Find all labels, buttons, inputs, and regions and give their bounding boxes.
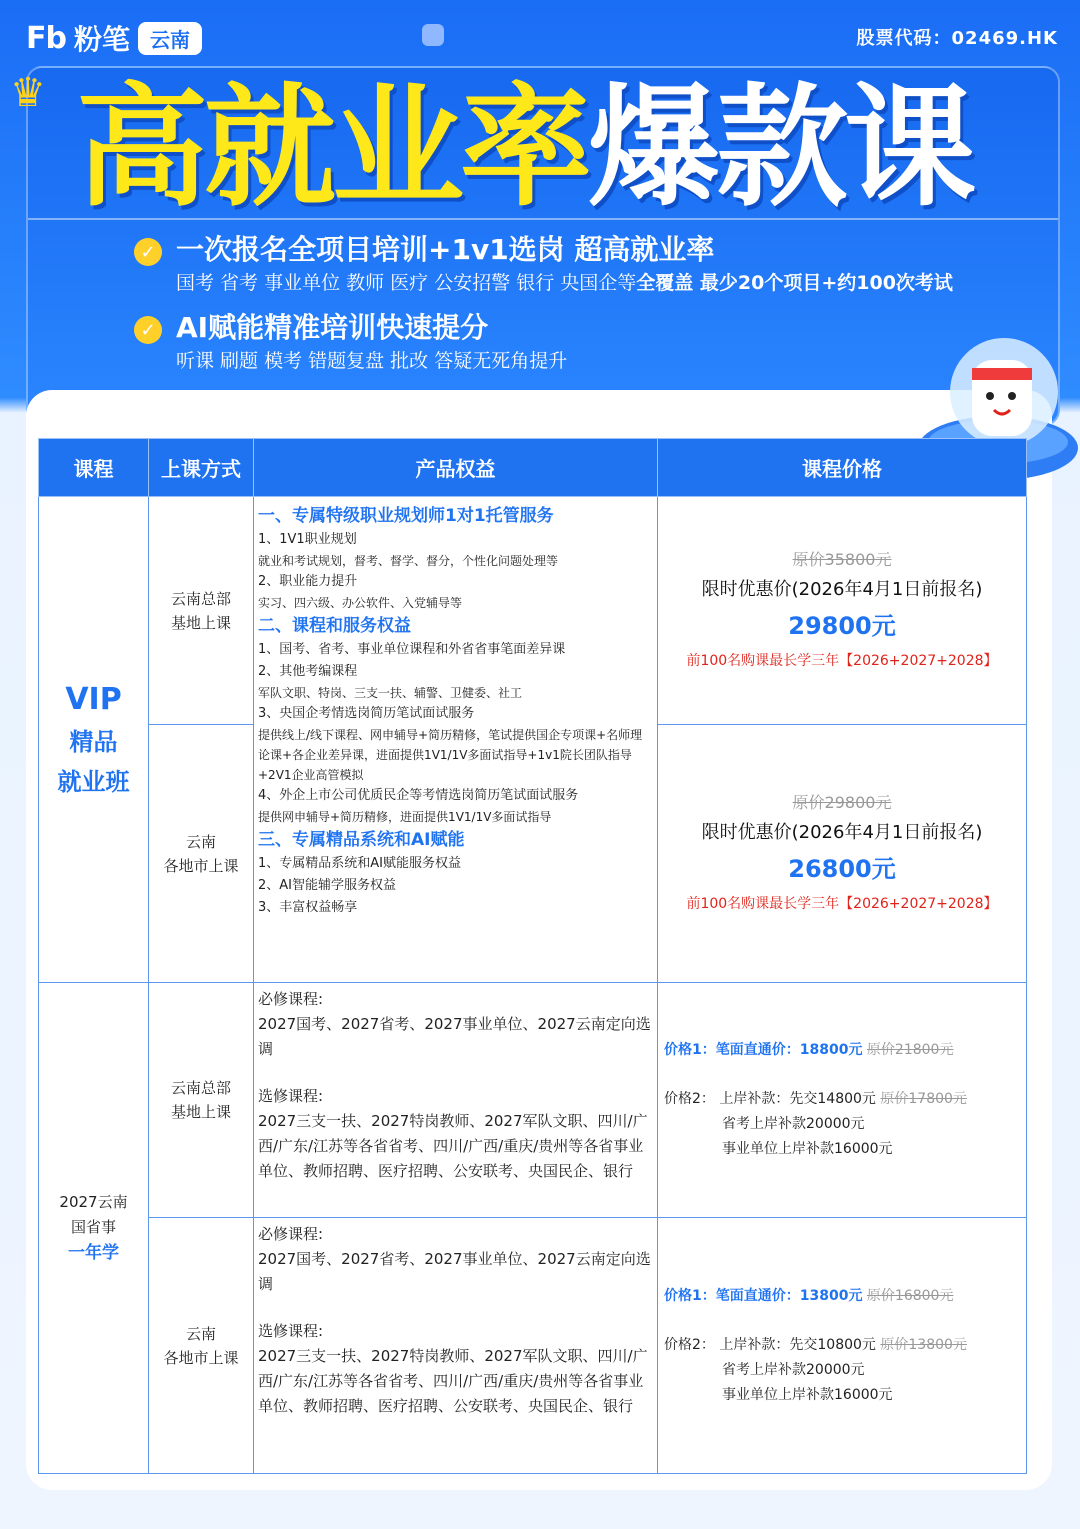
table-row: [39, 497, 1027, 725]
course-table: [38, 438, 1027, 1474]
check-icon: ✓: [134, 316, 162, 344]
benefits-list: 一、专属特级职业规划师1对1托管服务 1、1V1职业规划 就业和考试规划，督考、督学、督分，个性化问题处理等 2、职业能力提升 实习、四六级、办公软件、入党辅导等 二、课程和服务权益 1、国考、省考、事业单位课程和外省省事笔面差异课 2、其他考编课程 军队文职、特岗、三支一扶、辅警、卫健委、社工 3、央国企考情选岗简历笔试面试服务 提供线上/线下课程、网申辅导+简历精修，笔试提供国企专项课+名师理论课+各企业差异课，进面提供1V1/1V多面试指导+1v1院长团队指导+2V1企业高管模拟 4、外企上市公司优质民企等考情选岗简历笔试面试服务 提供网申辅导+简历精修，进面提供1V1/1V多面试指导 三、专属精品系统和AI赋能 1、专属精品系统和AI赋能服务权益 2、AI智能辅学服务权益 3、丰富权益畅享: [254, 497, 658, 983]
logo-mark: Fb: [26, 20, 66, 56]
course-vip: VIP 精品 就业班: [39, 497, 149, 983]
course-year: 2027云南 国省事 一年学: [39, 983, 149, 1474]
title-yellow: 高就业率: [76, 71, 588, 225]
hero-title: [76, 71, 972, 225]
logo-text: 粉笔: [73, 23, 130, 56]
feature-2-main: AI赋能精准培训快速提分: [176, 311, 489, 344]
table-header-row: [39, 439, 1027, 497]
mode-local: 云南 各地市上课: [149, 1218, 254, 1474]
crown-icon: ♛: [10, 70, 46, 116]
mode-local: 云南 各地市上课: [149, 725, 254, 983]
mode-hq: 云南总部 基地上课: [149, 983, 254, 1218]
price-year-hq: 价格1：笔面直通价：18800元 原价21800元 价格2： 上岸补款：先交14800元 原价17800元 省考上岸补款20000元 事业单位上岸补款16000元: [658, 983, 1027, 1218]
table-row: [39, 1218, 1027, 1474]
top-bar: [0, 0, 1080, 66]
check-icon: ✓: [134, 238, 162, 266]
table-row: [39, 983, 1027, 1218]
stock-code: 股票代码：02469.HK: [856, 28, 1058, 49]
price-vip-local: 原价29800元 限时优惠价(2026年4月1日前报名) 26800元 前100名购课最长学三年【2026+2027+2028】: [658, 725, 1027, 983]
feature-1-sub: 国考 省考 事业单位 教师 医疗 公安招警 银行 央国企等全覆盖 最少20个项目+约100次考试: [176, 272, 953, 294]
region-badge: 云南: [138, 22, 202, 55]
course-requirements: 必修课程: 2027国考、2027省考、2027事业单位、2027云南定向选调 选修课程: 2027三支一扶、2027特岗教师、2027军队文职、四川/广西/广东/江苏等各省省考、四川/广西/重庆/贵州等各省事业单位、教师招聘、医疗招聘、公安联考、央国民企、银行: [254, 983, 658, 1218]
title-white: 爆款课: [588, 71, 972, 225]
mode-hq: 云南总部 基地上课: [149, 497, 254, 725]
course-requirements: 必修课程: 2027国考、2027省考、2027事业单位、2027云南定向选调 选修课程: 2027三支一扶、2027特岗教师、2027军队文职、四川/广西/广东/江苏等各省省考、四川/广西/重庆/贵州等各省事业单位、教师招聘、医疗招聘、公安联考、央国民企、银行: [254, 1218, 658, 1474]
price-vip-hq: 原价35800元 限时优惠价(2026年4月1日前报名) 29800元 前100名购课最长学三年【2026+2027+2028】: [658, 497, 1027, 725]
header-price: 课程价格: [658, 439, 1027, 497]
header-mode: 上课方式: [149, 439, 254, 497]
feature-1-main: 一次报名全项目培训+1v1选岗 超高就业率: [176, 233, 715, 266]
feature-1: [134, 232, 953, 298]
header-benefits: 产品权益: [254, 439, 658, 497]
feature-2: [134, 310, 567, 376]
square-icon: [422, 24, 444, 46]
price-year-local: 价格1：笔面直通价：13800元 原价16800元 价格2： 上岸补款：先交10800元 原价13800元 省考上岸补款20000元 事业单位上岸补款16000元: [658, 1218, 1027, 1474]
brand-logo: [26, 18, 202, 58]
header-course: 课程: [39, 439, 149, 497]
feature-2-sub: 听课 刷题 模考 错题复盘 批改 答疑无死角提升: [176, 350, 568, 372]
hero-divider: [28, 218, 1058, 220]
